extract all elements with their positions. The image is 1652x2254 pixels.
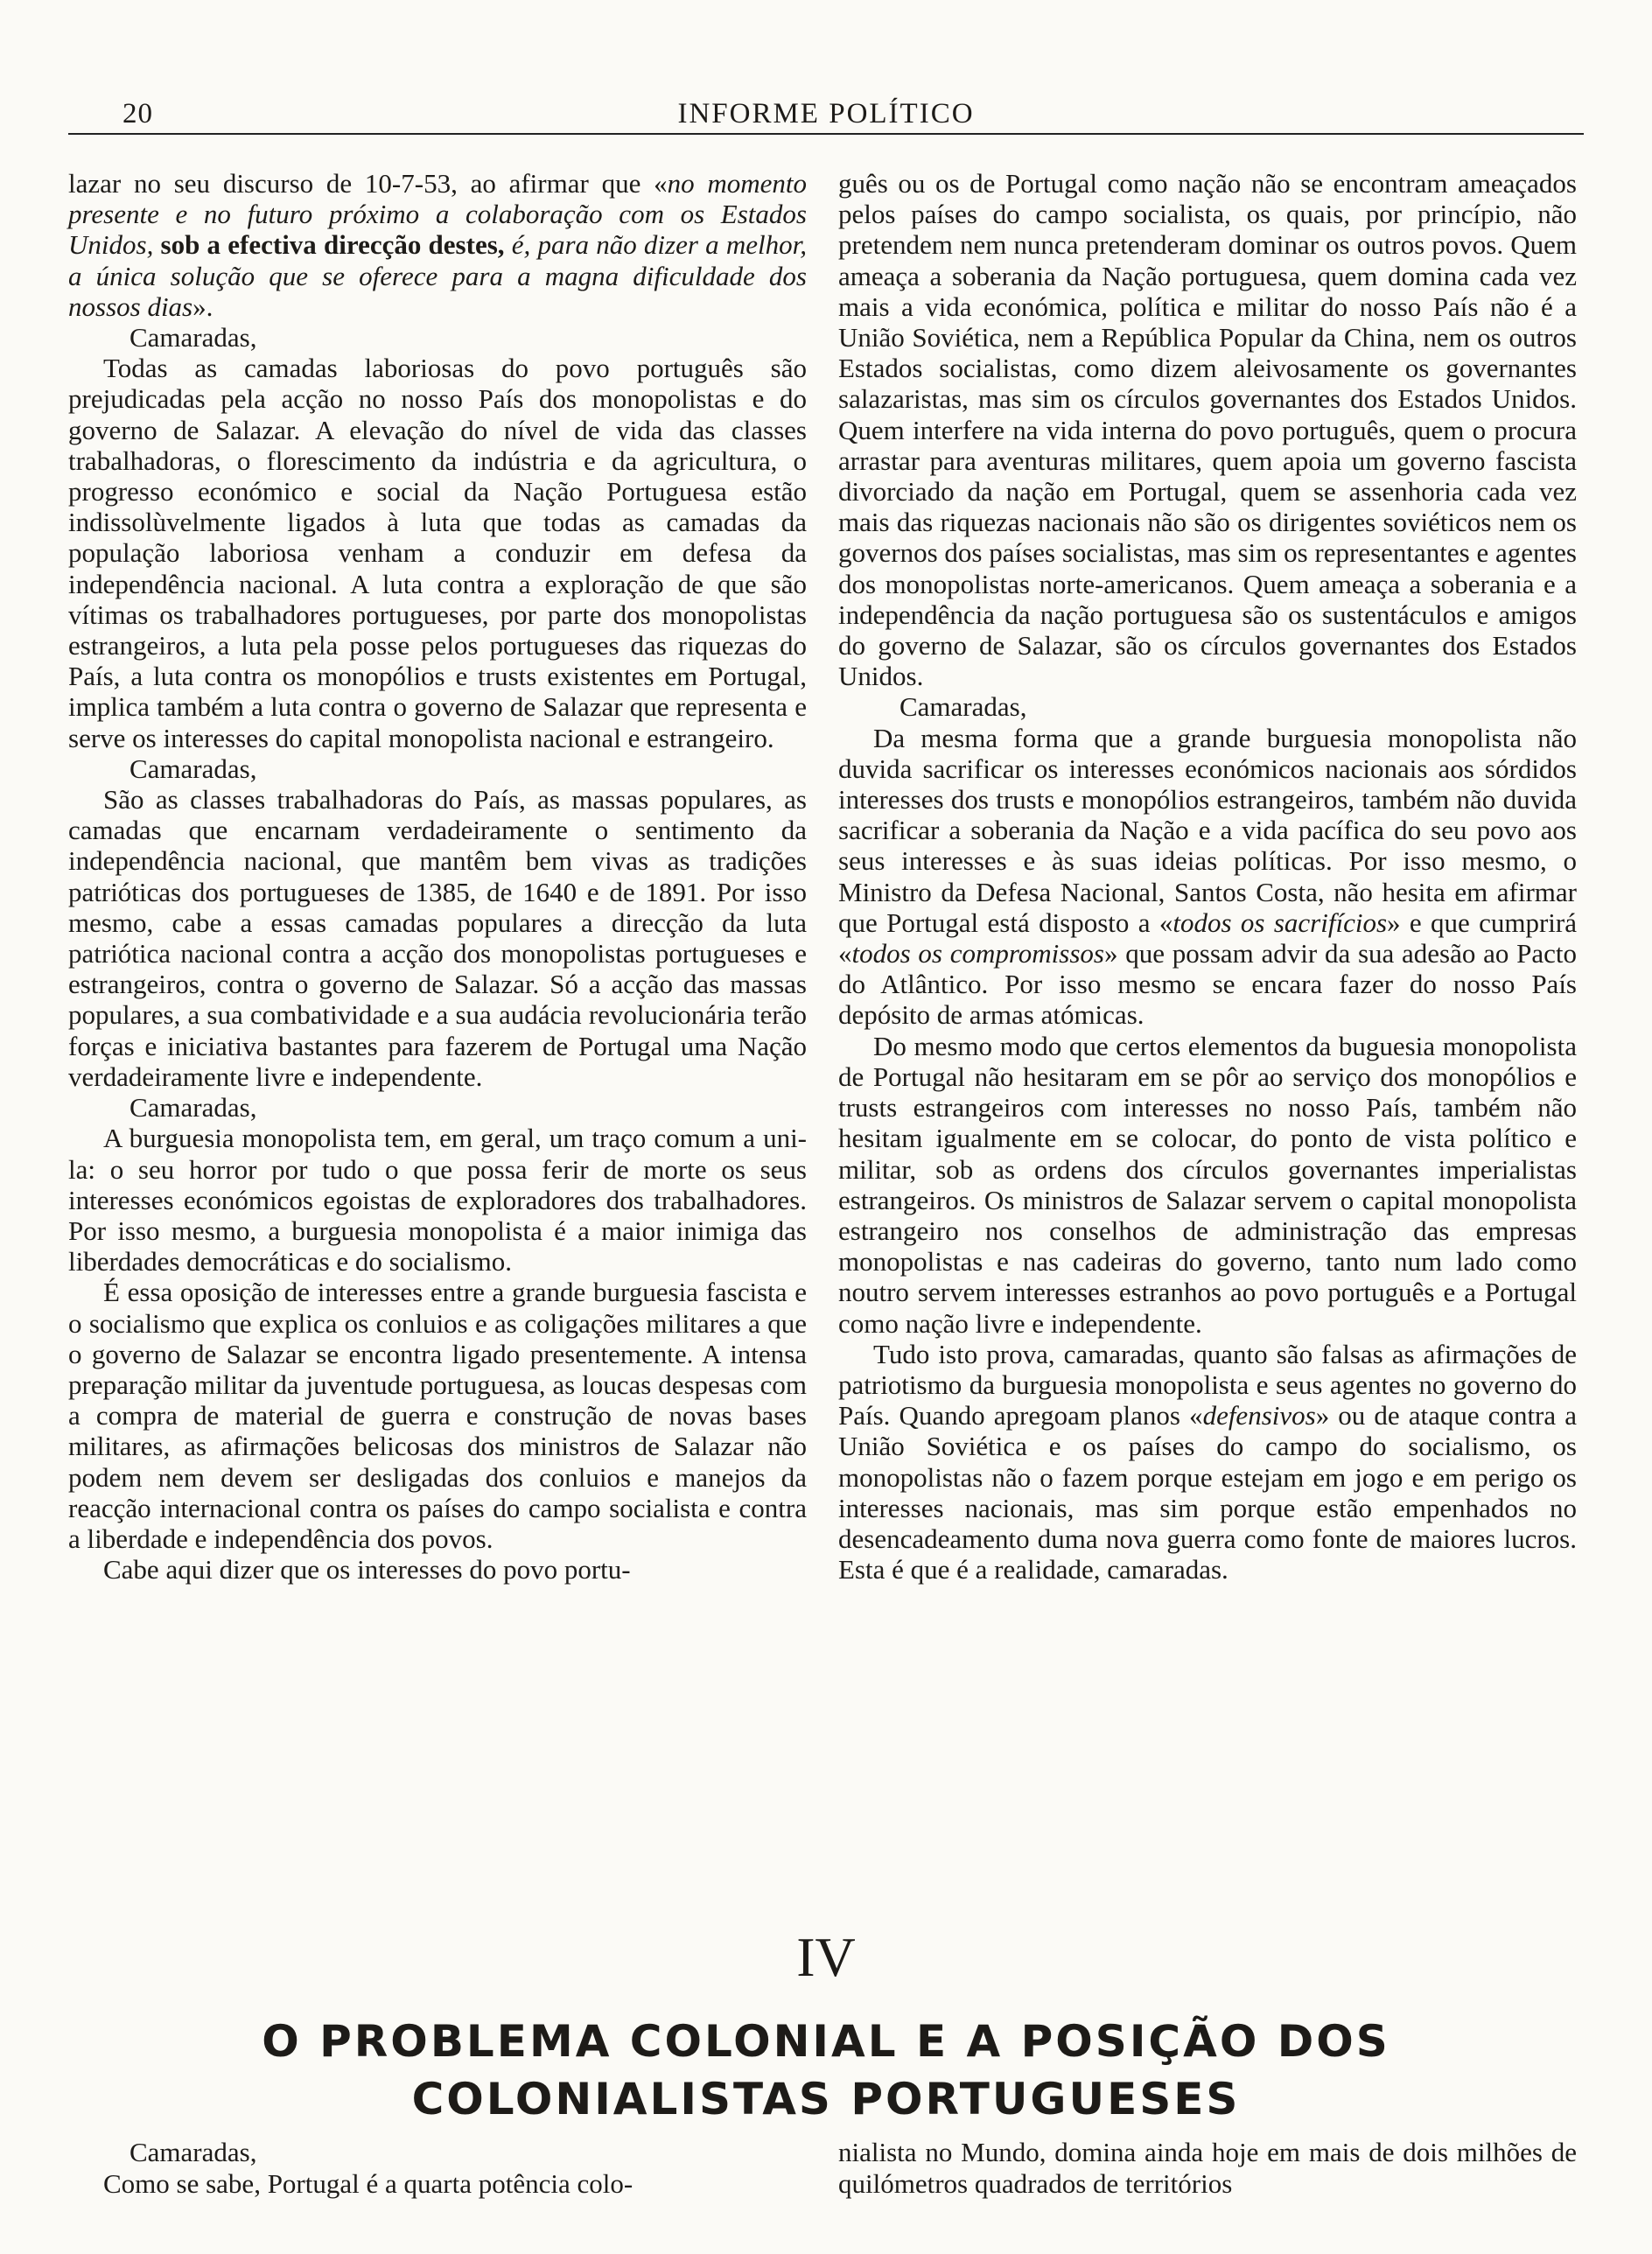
salutation: Camaradas,: [900, 691, 1027, 723]
right-column: [838, 168, 1577, 1585]
left-column: [68, 168, 807, 1585]
salutation: Camaradas,: [130, 752, 257, 784]
salutation: Camaradas,: [130, 2137, 257, 2167]
text-run: Tudo isto prova, camaradas, quanto são falsas as afirmações de patriotismo da burguesia monopolista e seus agentes no governo do País. Quando apregoam planos «: [838, 1338, 1577, 1432]
paragraph: [838, 723, 1577, 1031]
paragraph: São as classes trabalhadoras do País, as massas populares, as camadas que encarnam verdadeiramente o sentimento da independência nacional, que mantêm bem vivas as tradições patrióticas dos portugueses de 1385, de 1640 e de 1891. Por isso mesmo, cabe a essas camadas populares a direcção da luta patriótica nacional contra a acção dos monopolistas portugueses e estrangeiros, contra o governo de Salazar. Só a acção das massas populares, a sua combatividade e a sua audácia revolucionária terão forças e iniciativa bastantes para fazerem de Portugal uma Nação verdadeiramente livre e independente.: [68, 784, 807, 1092]
page-number: 20: [122, 98, 153, 130]
paragraph: Cabe aqui dizer que os interesses do povo portu-: [103, 1554, 631, 1586]
text-run: » que possam advir da sua adesão ao Pacto do Atlântico. Por isso mesmo se encara fazer do nosso País depósito de armas atómicas.: [838, 938, 1577, 1031]
publication-title: INFORME POLÍTICO: [677, 98, 975, 130]
paragraph: Do mesmo modo que certos elementos da buguesia monopolista de Portugal não hesitaram em se pôr ao serviço dos monopólios e trusts estrangeiros com interesses no nosso País, também não hesitam igualmente em se colocar, do ponto de vista político e militar, sob as ordens dos círculos governantes imperialistas estrangeiros. Os ministros de Salazar servem o capital monopolista estrangeiro nos conselhos de administração das empresas monopolistas e nas cadeiras do governo, tanto num lado como noutro servem interesses estranhos ao povo português e a Portugal como nação livre e independente.: [838, 1030, 1577, 1339]
text-run: » ou de ataque contra a União Soviética e os países do campo do socialismo, os monopolistas não o fazem porque estejam em jogo e em perigo os interesses nacionais, mas sim porque estão empenhados no desencadeamento duma nova guerra como fonte de maiores lucros. Esta é que é a realidade, camaradas.: [838, 1400, 1577, 1586]
paragraph: [838, 1339, 1577, 1586]
section-title-line: COLONIALISTAS PORTUGUESES: [411, 2074, 1241, 2124]
quote-bold: sob a efectiva direcção destes,: [153, 229, 505, 261]
section-number: IV: [796, 1926, 856, 1988]
paragraph: Todas as camadas laboriosas do povo português são prejudicadas pela acção no nosso País dos monopolistas e do governo de Salazar. A elevação do nível de vida das classes trabalhadoras, o florescimento da indústria e da agricultura, o progresso económico e social da Nação Portuguesa estão indissolùvelmente ligados à luta que todas as camadas da população laboriosa venham a conduzir em defesa da independência nacional. A luta contra a exploração de que são vítimas os trabalhadores portugueses, por parte dos monopolistas estrangeiros, a luta pela posse pelos portugueses das riquezas do País, a luta contra os monopólios e trusts existentes em Portugal, implica também a luta contra o governo de Salazar que representa e serve os interesses do capital monopolista nacional e estrangeiro.: [68, 353, 807, 753]
paragraph: A burguesia monopolista tem, em geral, um traço comum a uni-la: o seu horror por tudo o que possa ferir de morte os seus interesses económicos egoistas de exploradores dos trabalhadores. Por isso mesmo, a burguesia monopolista é a maior inimiga das liberdades democráticas e do socialismo.: [68, 1123, 807, 1278]
quote-italic: no momento presente e no futuro próximo a colaboração com os Estados Unidos,: [68, 168, 807, 261]
left-column: [68, 2137, 807, 2200]
quote-italic: é, para não dizer a melhor, a única solução que se oferece para a magna dificuldade dos nossos dias: [68, 229, 807, 322]
right-column: [838, 2137, 1577, 2200]
paragraph: nialista no Mundo, domina ainda hoje em mais de dois milhões de quilómetros quadrados de territórios: [838, 2137, 1577, 2199]
text-run: ».: [192, 290, 214, 322]
section-title-line: O PROBLEMA COLONIAL E A POSIÇÃO DOS: [262, 2016, 1390, 2067]
quote-italic: defensivos: [1202, 1400, 1316, 1432]
paragraph: Como se sabe, Portugal é a quarta potência colo-: [103, 2168, 634, 2199]
quote-italic: todos os sacrifícios: [1172, 906, 1388, 938]
running-header: [68, 98, 1584, 135]
text-run: Da mesma forma que a grande burguesia monopolista não duvida sacrificar os interesses económicos nacionais aos sórdidos interesses dos trusts e monopólios estrangeiros, também não duvida sacrificar a soberania da Nação e a vida pacífica do seu povo aos seus interesses e às suas ideias políticas. Por isso mesmo, o Ministro da Defesa Nacional, Santos Costa, não hesita em afirmar que Portugal está disposto a «: [838, 722, 1577, 938]
paragraph: É essa oposição de interesses entre a grande burguesia fascista e o socialismo que explica os conluios e as coligações militares a que o governo de Salazar se encontra ligado presentemente. A intensa preparação militar da juventude portuguesa, as loucas despesas com a compra de material de guerra e construção de novas bases militares, as afirmações belicosas dos ministros de Salazar não podem nem devem ser desligadas dos conluios e manejos da reacção internacional contra os países do campo socialista e contra a liberdade e independência dos povos.: [68, 1277, 807, 1554]
quote-italic: todos os compromissos: [851, 938, 1104, 970]
paragraph: guês ou os de Portugal como nação não se encontram ameaçados pelos países do campo socialista, os quais, por princípio, não pretendem nem nunca pretenderam dominar os outros povos. Quem ameaça a soberania da Nação portuguesa, quem domina cada vez mais a vida económica, política e militar do nosso País não é a União Soviética, nem a República Popular da China, nem os outros Estados socialistas, como dizem aleivosamente os governantes salazaristas, mas sim os círculos governantes dos Estados Unidos. Quem interfere na vida interna do povo português, quem o procura arrastar para aventuras militares, quem apoia um governo fascista divorciado da nação em Portugal, quem se assenhoria cada vez mais das riquezas nacionais não são os dirigentes soviéticos nem os governos dos países socialistas, mas sim os representantes e agentes dos monopolistas norte-americanos. Quem ameaça a soberania e a independência da nação portuguesa são os sustentáculos e amigos do governo de Salazar, são os círculos governantes dos Estados Unidos.: [838, 168, 1577, 692]
salutation: Camaradas,: [130, 322, 257, 354]
salutation: Camaradas,: [130, 1092, 257, 1124]
paragraph: [68, 168, 807, 322]
text-run: lazar no seu discurso de 10-7-53, ao afirmar que «: [68, 168, 668, 199]
text-run: » e que cumprirá «: [838, 906, 1577, 970]
section-title: [114, 2012, 1538, 2128]
